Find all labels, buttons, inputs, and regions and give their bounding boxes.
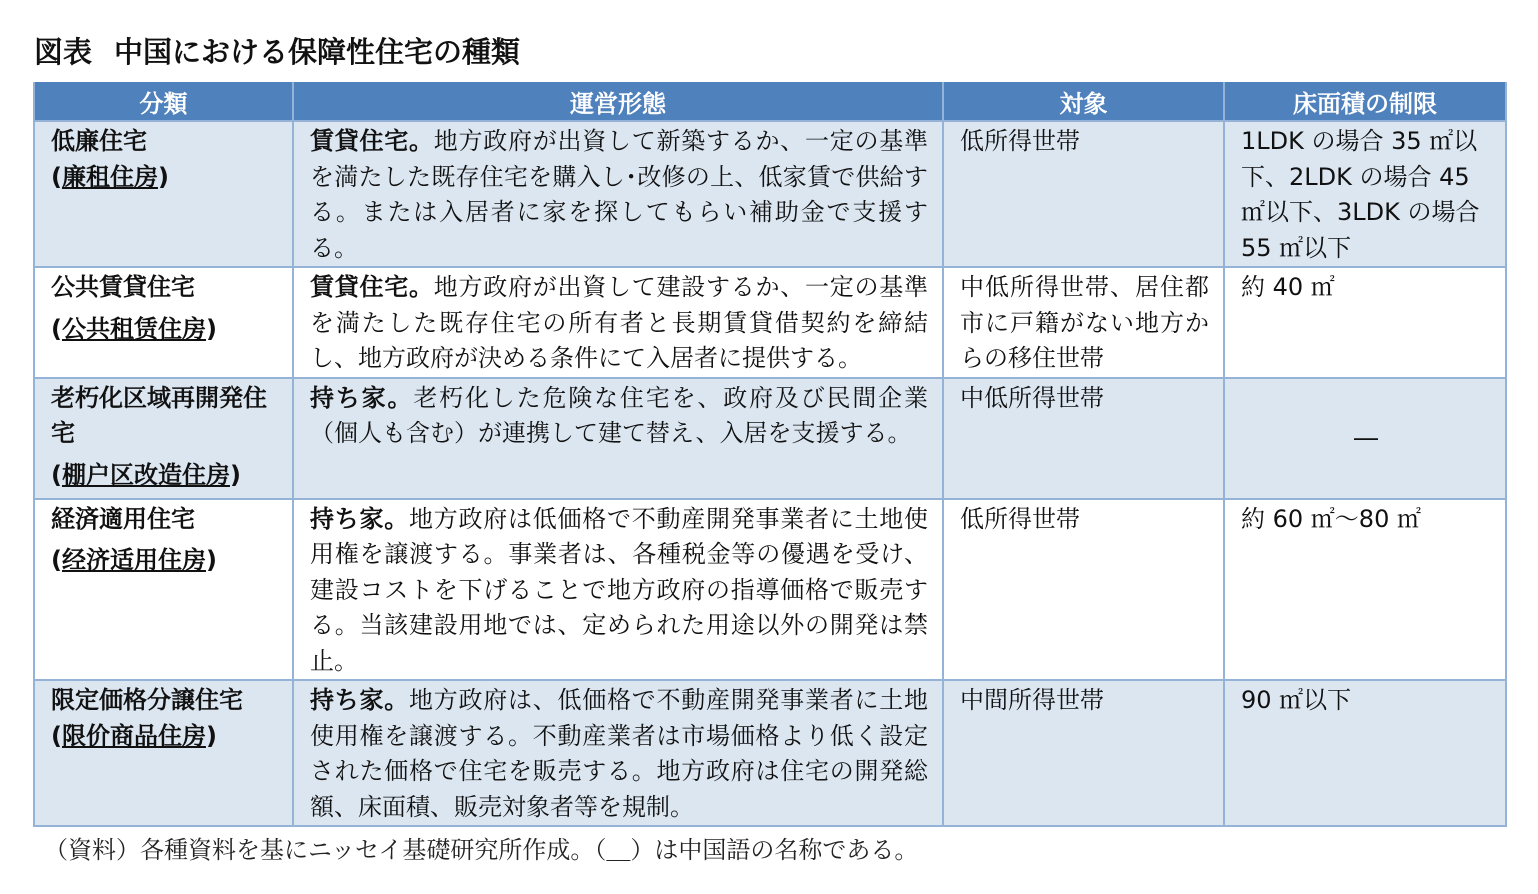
housing-types-table (33, 82, 1507, 827)
category-name: 公共賃貸住宅 (51, 273, 195, 301)
category-name: 老朽化区域再開発住宅 (51, 383, 267, 447)
paren: ) (157, 162, 169, 191)
operation-cell (293, 499, 943, 681)
figure-title (34, 30, 520, 71)
category-chinese-name: 廉租住房 (61, 162, 158, 191)
paren: ( (51, 460, 62, 489)
category-name: 限定価格分譲住宅 (51, 686, 243, 714)
figure-label: 図表 (34, 35, 93, 69)
header-floor-limit: 床面積の制限 (1224, 82, 1506, 121)
category-cell (34, 267, 293, 378)
target-cell: 中間所得世帯 (943, 680, 1224, 826)
category-chinese-name: 经济适用住房 (61, 546, 206, 574)
category-cell (34, 680, 293, 826)
source-footnote: （資料）各種資料を基にニッセイ基礎研究所作成。（＿）は中国語の名称である。 (44, 836, 919, 864)
table-row (34, 121, 1506, 267)
category-chinese-name: 公共租赁住房 (61, 314, 206, 343)
category-name: 経済適用住宅 (51, 504, 195, 533)
category-cell (34, 499, 293, 681)
header-operation: 運営形態 (293, 82, 943, 121)
paren: ) (205, 314, 217, 343)
operation-text: 地方政府は、低価格で不動産開発事業者に土地使用権を譲渡する。不動産業者は市場価格より低く設定された価格で住宅を販売する。地方政府は住宅の開発総額、床面積、販売対象者等を規制。 (310, 686, 928, 821)
operation-text: 地方政府が出資して新築するか、一定の基準を満たした既存住宅を購入し･改修の上、低家賃で供給する。または入居者に家を探してもらい補助金で支援する。 (310, 127, 928, 262)
tenure-type: 賃貸住宅。 (310, 127, 434, 155)
paren: ) (205, 721, 217, 750)
table-row (34, 378, 1506, 499)
category-chinese-name: 棚户区改造住房 (61, 460, 230, 489)
header-row (34, 82, 1506, 121)
tenure-type: 賃貸住宅。 (310, 273, 434, 301)
operation-text: 老朽化した危険な住宅を、政府及び民間企業（個人も含む）が連携して建て替え、入居を支援する。 (310, 383, 929, 447)
paren: ( (51, 162, 62, 191)
target-cell: 中低所得世帯、居住都市に戸籍がない地方からの移住世帯 (943, 267, 1224, 378)
category-cell (34, 378, 293, 499)
tenure-type: 持ち家。 (310, 383, 414, 412)
figure-title-text: 中国における保障性住宅の種類 (114, 35, 521, 69)
floor-limit-cell: 1LDK の場合 35 ㎡以下、2LDK の場合 45 ㎡以下、3LDK の場合 55 ㎡以下 (1224, 121, 1506, 267)
header-category: 分類 (34, 82, 293, 121)
table-row (34, 499, 1506, 681)
floor-limit-cell: 90 ㎡以下 (1224, 680, 1506, 826)
operation-text: 地方政府が出資して建設するか、一定の基準を満たした既存住宅の所有者と長期賃貸借契約を締結し、地方政府が決める条件にて入居者に提供する。 (310, 273, 928, 372)
operation-text: 地方政府は低価格で不動産開発事業者に土地使用権を譲渡する。事業者は、各種税金等の優遇を受け、建設コストを下げることで地方政府の指導価格で販売する。当該建設用地では、定められた用途以外の開発は禁止。 (310, 504, 928, 675)
operation-cell (293, 378, 943, 499)
table-row (34, 680, 1506, 826)
floor-limit-cell: 約 40 ㎡ (1224, 267, 1506, 378)
tenure-type: 持ち家。 (310, 504, 409, 533)
tenure-type: 持ち家。 (310, 686, 409, 714)
paren: ) (229, 460, 241, 489)
target-cell: 低所得世帯 (943, 121, 1224, 267)
target-cell: 低所得世帯 (943, 499, 1224, 681)
category-name: 低廉住宅 (51, 127, 147, 155)
category-chinese-name: 限价商品住房 (61, 721, 206, 750)
target-cell: 中低所得世帯 (943, 378, 1224, 499)
floor-limit-cell: 約 60 ㎡～80 ㎡ (1224, 499, 1506, 681)
paren: ( (51, 314, 62, 343)
operation-cell (293, 121, 943, 267)
table-row (34, 267, 1506, 378)
paren: ( (51, 546, 62, 574)
floor-limit-cell: ― (1224, 378, 1506, 499)
operation-cell (293, 267, 943, 378)
paren: ( (51, 721, 62, 750)
paren: ) (205, 546, 217, 574)
operation-cell (293, 680, 943, 826)
category-cell (34, 121, 293, 267)
header-target: 対象 (943, 82, 1224, 121)
